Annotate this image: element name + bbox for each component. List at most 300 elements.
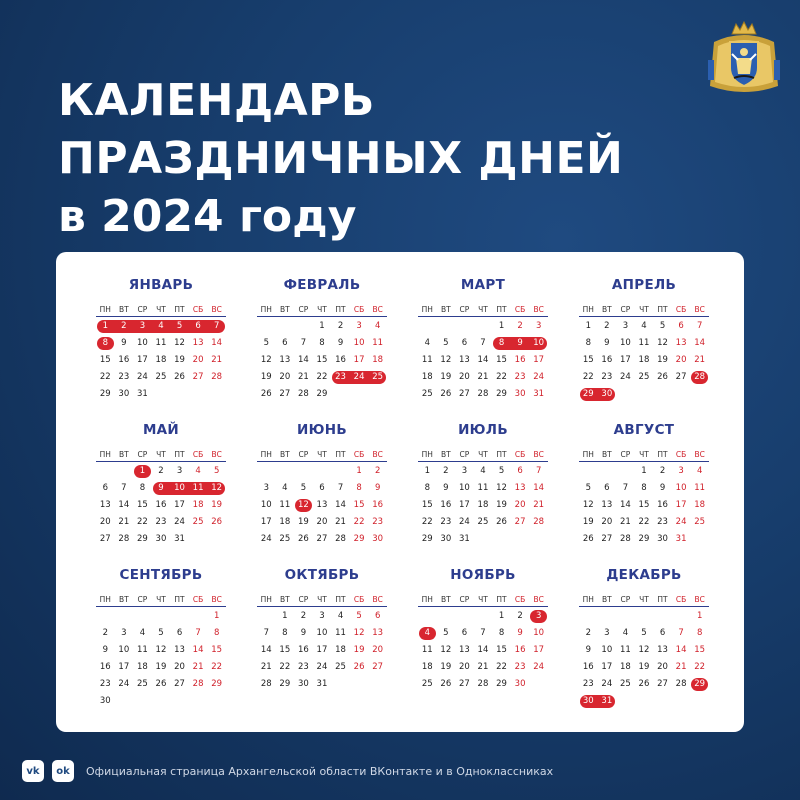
month-7: [418, 415, 548, 560]
day-cell: 27: [458, 679, 470, 689]
day-cell: 31: [533, 389, 545, 399]
day-cell: 24: [619, 372, 631, 382]
day-cell: 17: [601, 662, 613, 672]
empty-cell: [635, 693, 654, 710]
weekday-header: [579, 592, 709, 607]
empty-cell: [529, 531, 548, 548]
month-days: [418, 608, 548, 693]
day-cell: 15: [136, 500, 148, 510]
day-cell: 10: [533, 628, 545, 638]
week-row: [418, 642, 548, 659]
day-cell: 13: [675, 338, 687, 348]
day-cell: 11: [372, 338, 384, 348]
empty-cell: [96, 608, 115, 625]
day-cell: 23: [514, 372, 526, 382]
day-cell: 1: [585, 321, 591, 331]
day-cell: 25: [638, 372, 650, 382]
day-cell: 4: [641, 321, 647, 331]
day-cell: 26: [174, 372, 185, 382]
month-name: ОКТЯБРЬ: [284, 567, 360, 583]
empty-cell: [331, 676, 350, 693]
day-cell: 7: [678, 628, 684, 638]
day-cell: 27: [372, 662, 384, 672]
empty-cell: [635, 608, 654, 625]
day-cell: 21: [297, 372, 309, 382]
day-cell: 24: [316, 662, 328, 672]
empty-cell: [672, 608, 691, 625]
weekday-label: ПН: [582, 594, 594, 604]
day-cell: 22: [496, 372, 507, 382]
day-cell: 8: [213, 628, 220, 638]
day-cell: 30: [657, 534, 668, 544]
weekday-label: ЧТ: [478, 304, 488, 314]
empty-cell: [207, 531, 226, 548]
day-cell: 7: [300, 338, 307, 348]
day-cell: 9: [443, 483, 449, 493]
vk-icon[interactable]: [22, 760, 44, 782]
months-grid: [96, 270, 709, 710]
weekday-label: ПН: [260, 449, 272, 459]
day-cell: 26: [353, 662, 365, 672]
day-cell: 9: [585, 645, 591, 655]
day-cell: 29: [316, 389, 328, 399]
month-3: [418, 270, 548, 415]
day-cell: 26: [297, 534, 309, 544]
day-cell: 31: [316, 679, 328, 689]
weekday-label: СР: [459, 304, 470, 314]
day-cell: 5: [659, 321, 666, 331]
empty-cell: [616, 386, 635, 403]
day-cell: 1: [282, 611, 288, 621]
day-cell: 25: [372, 372, 384, 382]
day-cell: 29: [136, 534, 148, 544]
day-cell: 14: [619, 500, 631, 510]
week-row: [579, 335, 709, 352]
day-cell: 8: [139, 483, 146, 493]
day-cell: 16: [118, 355, 130, 365]
empty-cell: [257, 318, 276, 335]
month-2: [257, 270, 387, 415]
weekday-label: ПН: [99, 304, 111, 314]
weekday-header: [96, 302, 226, 317]
day-cell: 25: [335, 662, 346, 672]
day-cell: 12: [297, 500, 309, 510]
day-cell: 15: [353, 500, 365, 510]
day-cell: 16: [514, 645, 526, 655]
week-row: [418, 659, 548, 676]
empty-cell: [635, 386, 654, 403]
day-cell: 20: [316, 517, 328, 527]
weekday-label: СР: [137, 449, 148, 459]
day-cell: 12: [657, 338, 668, 348]
day-cell: 4: [424, 338, 430, 348]
weekday-label: ВТ: [601, 594, 612, 604]
weekday-label: СР: [137, 594, 148, 604]
day-cell: 11: [136, 645, 148, 655]
week-row: [418, 497, 548, 514]
day-cell: 19: [260, 372, 272, 382]
weekday-label: ПН: [99, 594, 111, 604]
weekday-label: ПТ: [657, 449, 668, 459]
day-cell: 2: [300, 611, 307, 621]
day-cell: 4: [139, 628, 146, 638]
day-cell: 24: [136, 372, 148, 382]
day-cell: 15: [638, 500, 650, 510]
day-cell: 7: [195, 628, 201, 638]
empty-cell: [474, 608, 493, 625]
weekday-header: [257, 302, 387, 317]
day-cell: 6: [461, 338, 468, 348]
week-row: [257, 531, 387, 548]
empty-cell: [170, 608, 189, 625]
day-cell: 14: [260, 645, 272, 655]
weekday-label: СР: [298, 594, 309, 604]
week-row: [579, 386, 709, 403]
day-cell: 18: [155, 355, 167, 365]
day-cell: 6: [517, 466, 523, 476]
day-cell: 4: [696, 466, 703, 476]
day-cell: 30: [99, 696, 111, 706]
month-days: [418, 463, 548, 548]
week-row: [579, 676, 709, 693]
weekday-label: СР: [459, 594, 470, 604]
day-cell: 16: [582, 662, 594, 672]
day-cell: 28: [118, 534, 130, 544]
week-row: [96, 642, 226, 659]
day-cell: 11: [155, 338, 167, 348]
day-cell: 14: [477, 645, 489, 655]
day-cell: 13: [458, 645, 470, 655]
day-cell: 27: [675, 372, 687, 382]
day-cell: 29: [638, 534, 650, 544]
month-name: АПРЕЛЬ: [611, 277, 677, 293]
day-cell: 9: [121, 338, 127, 348]
day-cell: 2: [374, 466, 381, 476]
day-cell: 27: [601, 534, 613, 544]
weekday-label: ВС: [533, 449, 544, 459]
week-row: [257, 318, 387, 335]
month-12: [579, 560, 709, 710]
day-cell: 30: [155, 534, 167, 544]
day-cell: 14: [335, 500, 346, 510]
day-cell: 7: [213, 321, 220, 331]
day-cell: 27: [192, 372, 204, 382]
weekday-label: ВС: [694, 594, 705, 604]
weekday-label: СР: [620, 304, 631, 314]
day-cell: 29: [353, 534, 365, 544]
day-cell: 18: [136, 662, 148, 672]
week-row: [579, 642, 709, 659]
weekday-label: ВТ: [440, 304, 451, 314]
month-6: [257, 415, 387, 560]
day-cell: 3: [535, 321, 542, 331]
day-cell: 13: [657, 645, 668, 655]
week-row: [257, 676, 387, 693]
day-cell: 31: [458, 534, 470, 544]
weekday-label: ВС: [533, 304, 544, 314]
day-cell: 9: [517, 628, 523, 638]
empty-cell: [115, 463, 134, 480]
day-cell: 10: [174, 483, 185, 493]
day-cell: 26: [260, 389, 272, 399]
empty-cell: [170, 693, 189, 710]
week-row: [418, 352, 548, 369]
empty-cell: [152, 386, 171, 403]
day-cell: 24: [260, 534, 272, 544]
week-row: [579, 318, 709, 335]
day-cell: 25: [421, 389, 433, 399]
day-cell: 2: [158, 466, 164, 476]
day-cell: 28: [211, 372, 223, 382]
empty-cell: [133, 608, 152, 625]
weekday-label: ВТ: [440, 594, 451, 604]
day-cell: 30: [514, 679, 526, 689]
day-cell: 28: [694, 372, 706, 382]
weekday-label: ВС: [372, 594, 383, 604]
week-row: [96, 497, 226, 514]
weekday-label: ПТ: [335, 304, 346, 314]
empty-cell: [368, 386, 387, 403]
day-cell: 28: [533, 517, 545, 527]
empty-cell: [418, 318, 437, 335]
empty-cell: [189, 531, 208, 548]
week-row: [96, 335, 226, 352]
weekday-label: СБ: [514, 449, 526, 459]
day-cell: 5: [158, 628, 164, 638]
day-cell: 12: [440, 645, 452, 655]
day-cell: 22: [211, 662, 223, 672]
week-row: [579, 531, 709, 548]
day-cell: 30: [582, 696, 594, 706]
weekday-label: ВТ: [601, 449, 612, 459]
day-cell: 16: [657, 500, 668, 510]
day-cell: 29: [694, 679, 706, 689]
weekday-label: ЧТ: [478, 594, 488, 604]
day-cell: 2: [517, 321, 523, 331]
weekday-label: ПН: [421, 594, 433, 604]
empty-cell: [616, 693, 635, 710]
empty-cell: [207, 386, 226, 403]
empty-cell: [189, 386, 208, 403]
weekday-label: ЧТ: [317, 304, 327, 314]
day-cell: 22: [136, 517, 148, 527]
month-8: [579, 415, 709, 560]
day-cell: 19: [496, 500, 507, 510]
day-cell: 30: [372, 534, 384, 544]
weekday-header: [418, 447, 548, 462]
empty-cell: [690, 693, 709, 710]
day-cell: 28: [335, 534, 346, 544]
day-cell: 1: [213, 611, 220, 621]
day-cell: 9: [604, 338, 610, 348]
day-cell: 21: [211, 355, 223, 365]
empty-cell: [579, 463, 598, 480]
week-row: [418, 608, 548, 625]
week-row: [257, 352, 387, 369]
day-cell: 3: [356, 321, 362, 331]
empty-cell: [257, 463, 276, 480]
week-row: [579, 625, 709, 642]
day-cell: 9: [158, 483, 164, 493]
weekday-label: СБ: [514, 304, 526, 314]
empty-cell: [331, 386, 350, 403]
week-row: [579, 369, 709, 386]
day-cell: 1: [498, 321, 505, 331]
day-cell: 23: [514, 662, 526, 672]
empty-cell: [455, 318, 474, 335]
day-cell: 20: [514, 500, 526, 510]
day-cell: 4: [374, 321, 381, 331]
day-cell: 20: [458, 372, 470, 382]
empty-cell: [368, 676, 387, 693]
day-cell: 8: [641, 483, 647, 493]
day-cell: 14: [211, 338, 223, 348]
day-cell: 7: [535, 466, 542, 476]
day-cell: 23: [440, 517, 452, 527]
weekday-label: ПТ: [657, 594, 668, 604]
odnoklassniki-icon[interactable]: [52, 760, 74, 782]
month-name: ИЮЛЬ: [458, 422, 508, 438]
day-cell: 10: [675, 483, 687, 493]
day-cell: 22: [582, 372, 594, 382]
day-cell: 17: [174, 500, 185, 510]
day-cell: 12: [638, 645, 650, 655]
week-row: [418, 625, 548, 642]
week-row: [96, 514, 226, 531]
empty-cell: [331, 463, 350, 480]
day-cell: 23: [657, 517, 668, 527]
day-cell: 24: [174, 517, 185, 527]
empty-cell: [133, 693, 152, 710]
weekday-header: [96, 447, 226, 462]
weekday-label: ВС: [694, 449, 705, 459]
day-cell: 13: [192, 338, 204, 348]
day-cell: 6: [374, 611, 381, 621]
day-cell: 13: [99, 500, 111, 510]
week-row: [418, 531, 548, 548]
day-cell: 8: [282, 628, 288, 638]
empty-cell: [313, 463, 332, 480]
day-cell: 18: [421, 662, 433, 672]
day-cell: 20: [601, 517, 613, 527]
weekday-label: СР: [298, 449, 309, 459]
empty-cell: [115, 693, 134, 710]
weekday-label: ПН: [582, 449, 594, 459]
month-name: МАРТ: [460, 277, 506, 293]
day-cell: 27: [279, 389, 291, 399]
day-cell: 17: [136, 355, 148, 365]
day-cell: 27: [657, 679, 668, 689]
day-cell: 9: [374, 483, 381, 493]
day-cell: 20: [99, 517, 111, 527]
day-cell: 15: [582, 355, 594, 365]
day-cell: 28: [619, 534, 631, 544]
ok-icon-label: ok: [56, 765, 70, 777]
day-cell: 11: [619, 645, 631, 655]
month-days: [579, 463, 709, 548]
week-row: [96, 659, 226, 676]
empty-cell: [152, 693, 171, 710]
week-row: [257, 514, 387, 531]
day-cell: 10: [619, 338, 631, 348]
day-cell: 27: [458, 389, 470, 399]
week-row: [96, 352, 226, 369]
weekday-label: СР: [298, 304, 309, 314]
empty-cell: [189, 608, 208, 625]
day-cell: 19: [174, 355, 185, 365]
day-cell: 17: [533, 355, 545, 365]
empty-cell: [690, 386, 709, 403]
day-cell: 11: [694, 483, 706, 493]
day-cell: 7: [263, 628, 269, 638]
week-row: [418, 318, 548, 335]
empty-cell: [598, 608, 617, 625]
weekday-header: [418, 302, 548, 317]
day-cell: 23: [99, 679, 111, 689]
day-cell: 5: [263, 338, 269, 348]
day-cell: 29: [582, 389, 594, 399]
day-cell: 14: [675, 645, 687, 655]
day-cell: 4: [158, 321, 164, 331]
day-cell: 21: [675, 662, 687, 672]
day-cell: 18: [619, 662, 631, 672]
empty-cell: [418, 608, 437, 625]
day-cell: 24: [533, 662, 545, 672]
day-cell: 18: [192, 500, 204, 510]
day-cell: 3: [319, 611, 325, 621]
month-days: [96, 608, 226, 710]
weekday-label: ВС: [211, 449, 222, 459]
weekday-label: ВС: [533, 594, 544, 604]
day-cell: 10: [260, 500, 272, 510]
day-cell: 18: [372, 355, 384, 365]
day-cell: 28: [260, 679, 272, 689]
empty-cell: [616, 608, 635, 625]
day-cell: 8: [102, 338, 108, 348]
weekday-label: ВТ: [118, 594, 129, 604]
empty-cell: [115, 608, 134, 625]
day-cell: 17: [533, 645, 545, 655]
day-cell: 5: [443, 338, 449, 348]
day-cell: 6: [176, 628, 183, 638]
day-cell: 17: [353, 355, 365, 365]
weekday-label: ПН: [99, 449, 111, 459]
day-cell: 12: [174, 338, 185, 348]
empty-cell: [152, 608, 171, 625]
week-row: [257, 497, 387, 514]
day-cell: 22: [353, 517, 365, 527]
empty-cell: [437, 608, 456, 625]
weekday-label: СБ: [192, 304, 204, 314]
week-row: [96, 386, 226, 403]
weekday-label: ВТ: [440, 449, 451, 459]
footer: [22, 759, 553, 783]
day-cell: 5: [300, 483, 307, 493]
weekday-label: ЧТ: [156, 594, 166, 604]
day-cell: 21: [619, 517, 631, 527]
day-cell: 14: [533, 483, 545, 493]
day-cell: 15: [211, 645, 223, 655]
month-name: ДЕКАБРЬ: [606, 567, 682, 583]
day-cell: 16: [440, 500, 452, 510]
day-cell: 26: [582, 534, 594, 544]
day-cell: 29: [211, 679, 223, 689]
day-cell: 14: [118, 500, 130, 510]
day-cell: 15: [496, 645, 507, 655]
weekday-label: ВТ: [601, 304, 612, 314]
day-cell: 8: [498, 338, 505, 348]
empty-cell: [653, 608, 672, 625]
